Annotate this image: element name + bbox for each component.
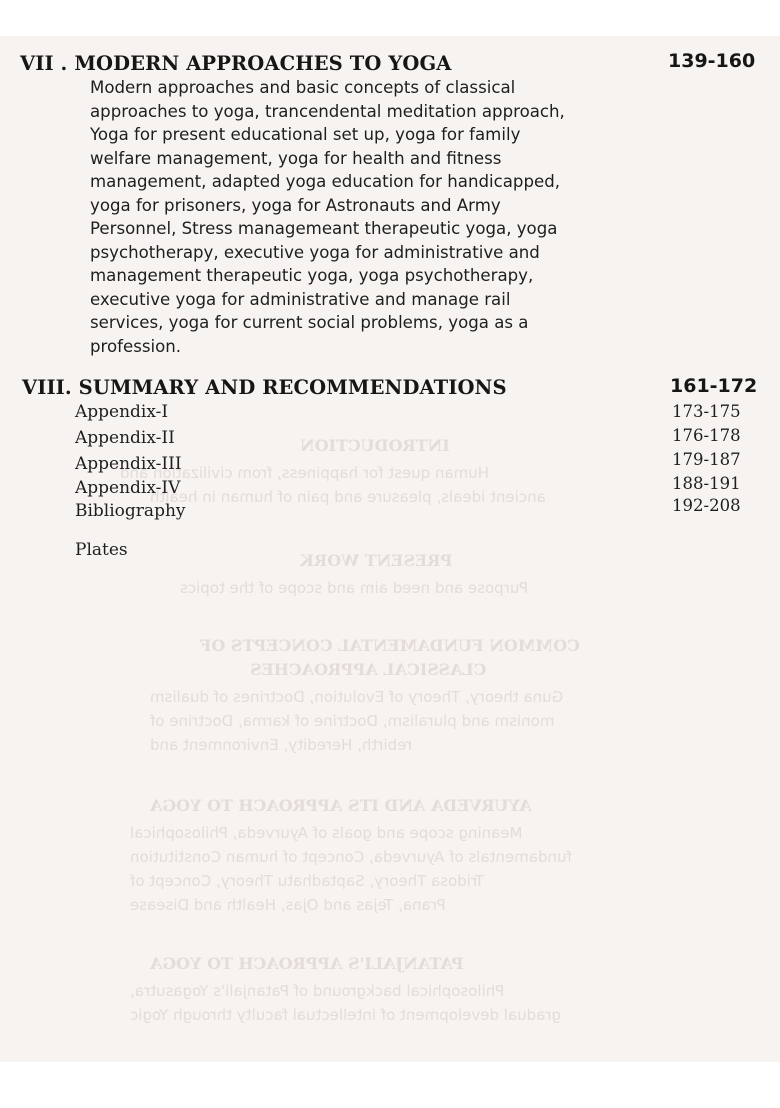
description-line: profession.: [90, 336, 182, 356]
description-line: management, adapted yoga education for handicapped,: [90, 172, 561, 191]
description-line: services, yoga for current social problems, yoga as a: [90, 313, 529, 332]
section-vii-heading: VII . MODERN APPROACHES TO YOGA: [20, 52, 452, 75]
appendix-entry: Appendix-IV: [75, 478, 181, 498]
appendix-entry: Appendix-II: [75, 428, 175, 448]
scan-margin-bottom: [0, 1062, 780, 1108]
plates-entry: Plates: [75, 540, 128, 560]
section-vii-description: [90, 76, 610, 358]
description-line: approaches to yoga, trancendental meditation approach,: [90, 101, 565, 121]
description-line: executive yoga for administrative and manage rail: [90, 289, 511, 309]
appendix-entry: Appendix-III: [75, 454, 182, 474]
description-line: welfare management, yoga for health and fitness: [90, 148, 502, 168]
section-viii-pages: 161-172: [670, 375, 758, 397]
description-line: yoga for prisoners, yoga for Astronauts and Army: [90, 195, 501, 215]
bleed-through-texture: INTRODUCTION Human quest for happiness, from civilization and ancient ideals, pleasure and pain of human in health PRESENT WORK Purpose and need aim and scope of the topics COMMON FUNDAMENTAL CONCEPTS OF CLASSICAL APPROACHES Guna theory, Theory of Evolution, Doctrines of dualism monism and pluralism, Doctrine of karma, Doctrine of rebirth, Heredity, Environment and AYURVEDA AND ITS APPROACH TO YOGA Meaning scope and goals of Ayurveda, Philosophical fundamentals of Ayurveda, Concept of human Constitution Tridosa Theory, Saptadhatu Theory, Concept of Prana, Tejas and Ojas, Health and Disease PATANJALI'S APPROACH TO YOGA Philosophical background of Patanjali's Yogasutra, gradual development of intellectual faculty through Yogic: [120, 436, 580, 1024]
description-line: Yoga for present educational set up, yoga for family: [90, 125, 521, 144]
appendix-pages: 179-187: [672, 450, 741, 469]
description-line: psychotherapy, executive yoga for administrative and: [90, 242, 540, 262]
section-viii-heading: VIII. SUMMARY AND RECOMMENDATIONS: [22, 376, 507, 399]
bibliography-pages: 192-208: [672, 496, 741, 515]
scan-margin-top: [0, 0, 780, 36]
appendix-pages: 176-178: [672, 426, 741, 445]
appendix-pages: 173-175: [672, 402, 741, 421]
description-line: Personnel, Stress managemeant therapeutic yoga, yoga: [90, 219, 558, 238]
appendix-entry: Appendix-I: [75, 402, 169, 422]
description-line: management therapeutic yoga, yoga psychotherapy,: [90, 266, 534, 285]
section-vii-pages: 139-160: [668, 50, 756, 72]
appendix-pages: 188-191: [672, 474, 741, 493]
bibliography-entry: Bibliography: [75, 501, 186, 521]
description-line: Modern approaches and basic concepts of classical: [90, 78, 516, 97]
contents-page: [0, 36, 780, 1062]
